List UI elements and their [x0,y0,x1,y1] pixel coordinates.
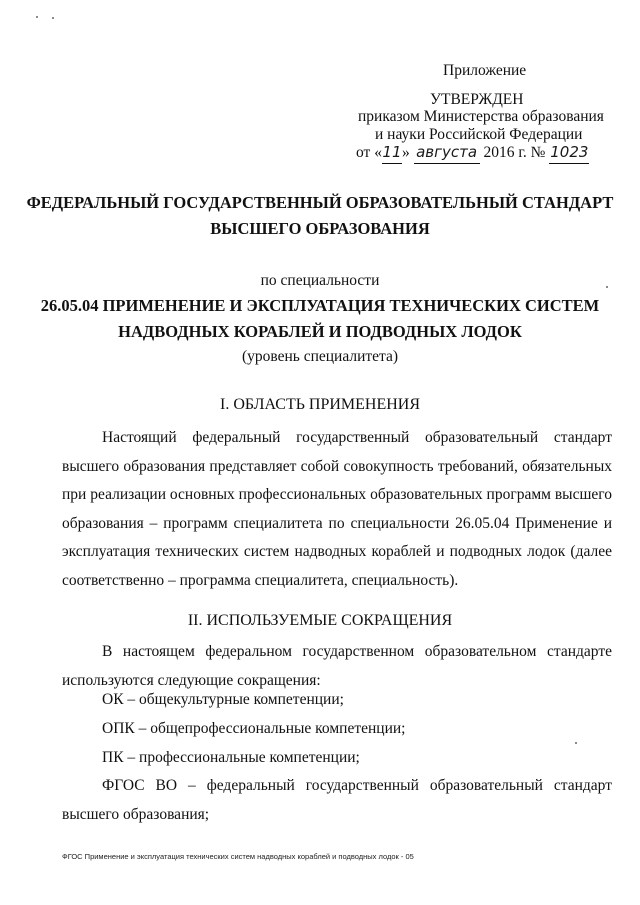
specialty-level: (уровень специалитета) [241,348,399,365]
date-month-handwritten: августа [414,142,480,164]
section-1-heading: I. ОБЛАСТЬ ПРИМЕНЕНИЯ [219,396,421,413]
abbreviation-item: ОПК – общепрофессиональные компетенции; [102,720,406,737]
approved-label: УТВЕРЖДЕН [430,91,524,108]
date-number-handwritten: 1023 [549,142,589,164]
section-2-heading: II. ИСПОЛЬЗУЕМЫЕ СОКРАЩЕНИЯ [187,612,453,629]
document-title-line-2: ВЫСШЕГО ОБРАЗОВАНИЯ [210,219,430,238]
abbreviation-item: ОК – общекультурные компетенции; [102,691,344,708]
section-1-paragraph: Настоящий федеральный государственный образовательный стандарт высшего образования представляет собой совокупность требований, обязательных при реализации основных профессиональных образовательных программ высшего образования – программ специалитета по специальности 26.05.04 Применение и эксплуатация технических систем надводных кораблей и подводных лодок (далее соответственно – программа специалитета, специальность). [62,429,612,589]
scan-speck [52,17,54,19]
page-footer: ФГОС Применение и эксплуатация технических систем надводных кораблей и подводных лодок - 05 [62,852,414,861]
date-year: 2016 г. № [483,144,546,161]
specialty-title-line-1: 26.05.04 ПРИМЕНЕНИЕ И ЭКСПЛУАТАЦИЯ ТЕХНИЧЕСКИХ СИСТЕМ [40,296,600,315]
order-line-1: приказом Министерства образования [358,108,604,125]
abbreviation-item: ФГОС ВО – федеральный государственный образовательный стандарт высшего образования; [62,777,612,823]
document-title-line-1: ФЕДЕРАЛЬНЫЙ ГОСУДАРСТВЕННЫЙ ОБРАЗОВАТЕЛЬНЫЙ СТАНДАРТ [26,193,614,212]
approval-date [356,142,589,164]
date-prefix: от « [356,144,382,161]
section-2-intro: В настоящем федеральном государственном образовательном стандарте используются следующие сокращения: [62,643,612,689]
specialty-title-line-2: НАДВОДНЫХ КОРАБЛЕЙ И ПОДВОДНЫХ ЛОДОК [118,322,522,341]
specialty-intro: по специальности [260,272,380,289]
date-mid: » [401,144,410,161]
scan-speck [575,742,577,744]
abbreviation-item: ПК – профессиональные компетенции; [102,749,360,766]
date-day-handwritten: 11 [382,142,402,164]
appendix-label: Приложение [443,62,527,79]
order-line-2: и науки Российской Федерации [375,126,583,143]
scan-speck [36,16,38,18]
